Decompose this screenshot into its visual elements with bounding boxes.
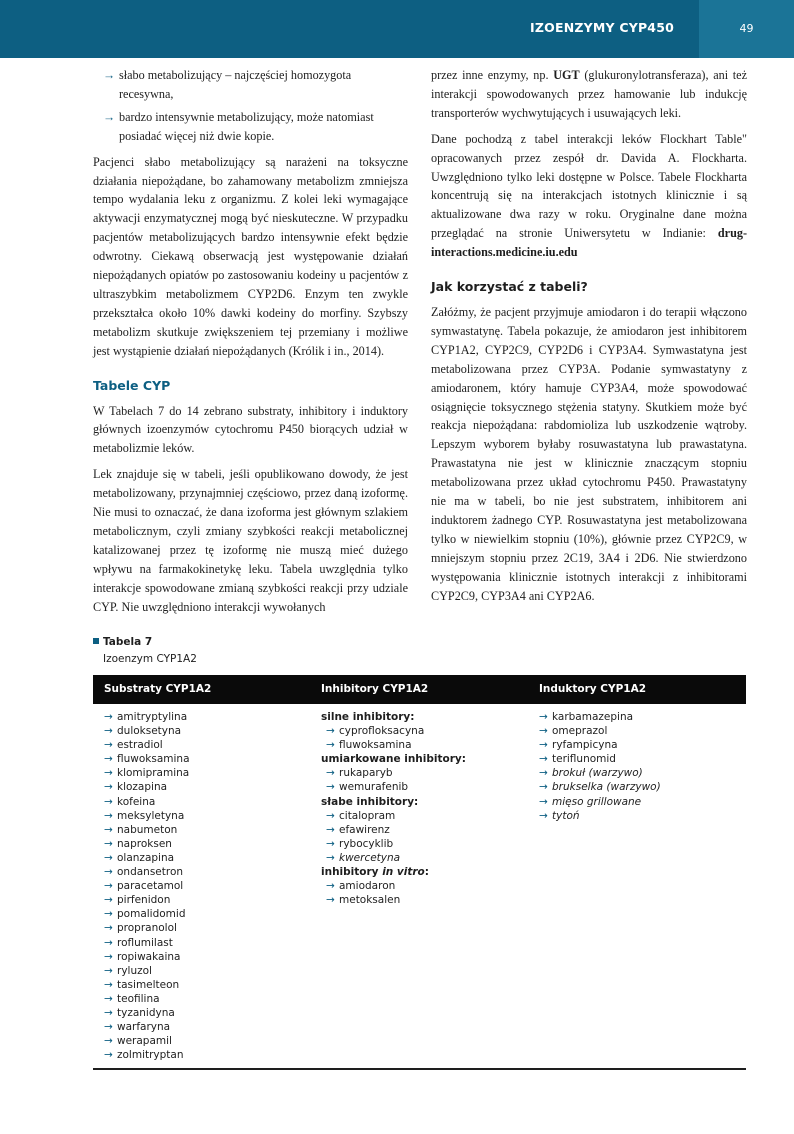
list-item <box>321 893 466 907</box>
list-item <box>104 921 190 935</box>
arrow-icon: → <box>326 739 335 752</box>
list-item <box>104 738 190 752</box>
arrow-icon: → <box>326 781 335 794</box>
arrow-icon: → <box>104 894 113 907</box>
list-item <box>321 851 466 865</box>
arrow-icon: → <box>103 109 116 124</box>
arrow-icon: → <box>104 866 113 879</box>
arrow-icon: → <box>539 781 548 794</box>
list-item <box>104 823 190 837</box>
list-item-label: meksyletyna <box>117 809 185 822</box>
arrow-icon: → <box>326 725 335 738</box>
bullet-item: → słabo metabolizujący – najczęściej homozygota recesywna, <box>103 68 352 101</box>
list-item <box>104 851 190 865</box>
list-item <box>539 766 661 780</box>
arrow-icon: → <box>104 753 113 766</box>
list-item <box>539 752 661 766</box>
list-item <box>104 766 190 780</box>
list-item-label: duloksetyna <box>117 725 182 738</box>
list-item-label: werapamil <box>117 1035 172 1048</box>
list-item <box>321 724 466 738</box>
list-item-label: klozapina <box>117 781 168 794</box>
list-item <box>539 724 661 738</box>
left-column <box>93 66 408 623</box>
source-link[interactable]: drug-interactions.medicine.iu.edu <box>431 226 748 260</box>
list-item-label: klomipramina <box>117 767 190 780</box>
list-item-label: ropiwakaina <box>117 950 181 963</box>
list-item-label: metoksalen <box>339 894 401 907</box>
list-item-label: rukaparyb <box>339 767 393 780</box>
list-item-label: amiodaron <box>339 880 396 893</box>
list-item-label: paracetamol <box>117 880 184 893</box>
inhibitor-group-heading: umiarkowane inhibitory: <box>321 753 466 766</box>
list-item <box>539 809 661 823</box>
list-item <box>104 780 190 794</box>
paragraph: Pacjenci słabo metabolizujący są narażeni na toksyczne działania niepożądane, bo zahamowany metabolizm zmniejsza tempo wydalania leku z organizmu. Z kolei leki wymagające aktywacji enzymatycznej mogą być nieskuteczne. W przypadku pacjentów metabolizujących bardzo intensywnie efekt będzie odwrotny. Ciekawą obserwacją jest występowanie działań niepożądanych opiatów po zastosowaniu kodeiny u pacjentów z ultraszybkim metabolizmem CYP2D6. Enzym ten zwykle przekształca około 10% dawki kodeiny do morfiny. Szybszy metabolizm skutkuje zwiększeniem tej przemiany i możliwe jest wystąpienie działań niepożądanych (Królik i in., 2014). <box>93 154 408 358</box>
inducers-column <box>539 710 661 823</box>
list-item <box>104 907 190 921</box>
list-item <box>321 738 466 752</box>
arrow-icon: → <box>104 1021 113 1034</box>
arrow-icon: → <box>104 1049 113 1062</box>
arrow-icon: → <box>326 767 335 780</box>
arrow-icon: → <box>104 880 113 893</box>
arrow-icon: → <box>539 753 548 766</box>
list-item-label: omeprazol <box>552 725 608 738</box>
list-item-label: amitryptylina <box>117 711 188 723</box>
list-item-label: warfaryna <box>117 1021 171 1034</box>
arrow-icon: → <box>104 725 113 738</box>
arrow-icon: → <box>104 978 113 991</box>
list-item <box>104 1006 190 1020</box>
list-item-label: fluwoksamina <box>339 739 412 752</box>
arrow-icon: → <box>104 781 113 794</box>
table-caption <box>93 634 197 668</box>
substrates-column <box>104 710 190 1062</box>
arrow-icon: → <box>104 795 113 808</box>
arrow-icon: → <box>326 851 335 864</box>
list-item <box>104 879 190 893</box>
list-item <box>321 879 466 893</box>
table-bottom-rule <box>93 1068 746 1070</box>
arrow-icon: → <box>104 823 113 836</box>
list-item-label: naproksen <box>117 837 172 850</box>
arrow-icon: → <box>326 809 335 822</box>
list-item <box>104 950 190 964</box>
inhibitor-group-heading: słabe inhibitory: <box>321 795 419 808</box>
list-item <box>104 992 190 1006</box>
list-item <box>321 780 466 794</box>
list-item-label: estradiol <box>117 739 163 752</box>
list-item-label: olanzapina <box>117 851 175 864</box>
list-item <box>321 766 466 780</box>
column-header-inducers: Induktory CYP1A2 <box>539 683 647 695</box>
header-bar <box>0 0 794 58</box>
list-item-label: pirfenidon <box>117 894 171 907</box>
list-item-label: mięso grillowane <box>552 795 642 808</box>
arrow-icon: → <box>104 1006 113 1019</box>
square-bullet-icon <box>93 638 99 644</box>
arrow-icon: → <box>104 837 113 850</box>
table-label: Tabela 7 <box>103 636 153 648</box>
list-item <box>104 1048 190 1062</box>
list-item <box>104 724 190 738</box>
section-heading: Jak korzystać z tabeli? <box>431 279 588 295</box>
arrow-icon: → <box>104 964 113 977</box>
arrow-icon: → <box>326 837 335 850</box>
inhibitor-group-heading: silne inhibitory: <box>321 711 415 723</box>
list-item-label: rybocyklib <box>339 837 394 850</box>
bullet-item: → bardzo intensywnie metabolizujący, może natomiast posiadać więcej niż dwie kopie. <box>103 109 374 143</box>
list-item-label: kwercetyna <box>339 851 401 864</box>
list-item-label: brokuł (warzywo) <box>552 767 643 780</box>
paragraph: W Tabelach 7 do 14 zebrano substraty, inhibitory i induktory głównych izoenzymów cytochromu P450 biorących udział w metabolizmie leków. <box>93 403 408 456</box>
list-item-label: wemurafenib <box>339 781 409 794</box>
table-header <box>93 675 746 704</box>
list-item <box>104 710 190 724</box>
arrow-icon: → <box>104 711 113 723</box>
list-item <box>104 936 190 950</box>
arrow-icon: → <box>104 809 113 822</box>
list-item-label: efawirenz <box>339 823 390 836</box>
list-item <box>104 809 190 823</box>
bullet-list <box>93 66 408 146</box>
list-item-label: pomalidomid <box>117 908 186 921</box>
column-header-substrates: Substraty CYP1A2 <box>104 683 212 695</box>
arrow-icon: → <box>539 767 548 780</box>
arrow-icon: → <box>104 950 113 963</box>
table-subtitle: Izoenzym CYP1A2 <box>103 653 197 665</box>
list-item-label: teriflunomid <box>552 753 616 766</box>
arrow-icon: → <box>539 795 548 808</box>
arrow-icon: → <box>104 992 113 1005</box>
arrow-icon: → <box>103 68 116 82</box>
list-item <box>104 964 190 978</box>
list-item-label: ondansetron <box>117 866 184 879</box>
paragraph: Załóżmy, że pacjent przyjmuje amiodaron i do terapii włączono symwastatynę. Tabela pokazuje, że amiodaron jest inhibitorem CYP1A2, CYP2C9, CYP2D6 i CYP3A4. Symwastatyna jest metabolizowana przez CYP3A. Podanie symwastatyny z amiodaronem, który hamuje CYP3A4, może spowodować osiągnięcie toksycznego stężenia statyny. Skutkiem może być reakcja niepożądana: rabdomioliza lub uszkodzenie wątroby. Lepszym wyborem byłaby rosuwastatyna lub prawastatyna. Prawastatyna nie jest w klinicznie znaczącym stopniu metabolizowana przez układ cytochromu P450. Prawastatyny nie ma w tabeli, bo nie jest substratem, inhibitorem ani induktorem żadnego CYP. Rosuwastatyna jest metabolizowana tylko w niewielkim stopniu (10%), głównie przez CYP2C9, w mniejszym stopniu przez 2C19, 3A4 i 2D6. Nie stwierdzono występowania klinicznie istotnych interakcji z inhibitorami CYP2C9, CYP3A4 ani CYP2A6. <box>431 304 747 603</box>
page-number: 49 <box>699 0 794 58</box>
inhibitors-column <box>321 710 466 907</box>
list-item <box>539 780 661 794</box>
arrow-icon: → <box>104 1035 113 1048</box>
paragraph: Lek znajduje się w tabeli, jeśli opublikowano dowody, że jest metabolizowany, przynajmniej częściowo, przez daną izoformę. Nie musi to oznaczać, że dana izoforma jest głównym szlakiem metabolicznym, czyli zmiany szybkości reakcji metabolicznej katalizowanej przez tę izoformę nie muszą mieć dużego wpływu na farmakokinetykę leku. Tabela uwzględnia tylko interakcje spowodowane zmianą szybkości reakcji przy udziale CYP. Nie uwzględniono interakcji wywołanych <box>93 467 408 614</box>
list-item-label: tyzanidyna <box>117 1006 175 1019</box>
list-item <box>104 1020 190 1034</box>
list-item-label: cyprofloksacyna <box>339 725 425 738</box>
section-heading: Tabele CYP <box>93 377 171 393</box>
list-item-label: roflumilast <box>117 936 173 949</box>
list-item-label: tytoń <box>552 809 580 822</box>
list-item <box>539 795 661 809</box>
arrow-icon: → <box>104 908 113 921</box>
list-item <box>104 978 190 992</box>
column-header-inhibitors: Inhibitory CYP1A2 <box>321 683 429 695</box>
arrow-icon: → <box>104 851 113 864</box>
list-item <box>104 1034 190 1048</box>
list-item <box>321 809 466 823</box>
list-item <box>539 710 661 724</box>
arrow-icon: → <box>104 936 113 949</box>
paragraph: przez inne enzymy, np. UGT (glukuronylotransferaza), ani też interakcji spowodowanych przez hamowanie lub indukcję transporterów wychwytujących i usuwających leki. <box>431 68 747 120</box>
arrow-icon: → <box>539 739 548 752</box>
list-item-label: brukselka (warzywo) <box>552 781 661 794</box>
list-item <box>104 752 190 766</box>
list-item <box>321 837 466 851</box>
list-item-label: propranolol <box>117 922 177 935</box>
list-item-label: ryluzol <box>117 964 152 977</box>
arrow-icon: → <box>104 739 113 752</box>
arrow-icon: → <box>326 823 335 836</box>
list-item-label: nabumeton <box>117 823 178 836</box>
list-item <box>104 837 190 851</box>
arrow-icon: → <box>539 711 548 723</box>
list-item <box>321 823 466 837</box>
arrow-icon: → <box>326 880 335 893</box>
list-item-label: karbamazepina <box>552 711 634 723</box>
list-item-label: kofeina <box>117 795 156 808</box>
paragraph: Dane pochodzą z tabel interakcji leków Flockhart Table" opracowanych przez zespół dr. Davida A. Flockharta. Uwzględniono tylko leki dostępne w Polsce. Tabele Flockharta koncentrują się na interakcjach istotnych klinicznie i są aktualizowane dwa razy w roku. Oryginalne dane można przeglądać na stronie Uniwersytetu w Indianie: drug-interactions.medicine.iu.edu <box>431 131 748 260</box>
right-column <box>431 66 747 612</box>
list-item-label: tasimelteon <box>117 978 180 991</box>
list-item-label: zolmitryptan <box>117 1049 184 1062</box>
section-title: IZOENZYMY CYP450 <box>530 20 674 35</box>
inhibitor-group-heading: inhibitory in vitro: <box>321 866 429 879</box>
list-item <box>539 738 661 752</box>
arrow-icon: → <box>539 725 548 738</box>
list-item-label: citalopram <box>339 809 396 822</box>
list-item-label: fluwoksamina <box>117 753 190 766</box>
arrow-icon: → <box>104 767 113 780</box>
list-item <box>104 865 190 879</box>
ugt-term: UGT <box>553 68 580 82</box>
list-item <box>104 795 190 809</box>
arrow-icon: → <box>539 809 548 822</box>
arrow-icon: → <box>326 894 335 907</box>
list-item-label: teofilina <box>117 992 160 1005</box>
arrow-icon: → <box>104 922 113 935</box>
list-item-label: ryfampicyna <box>552 739 618 752</box>
list-item <box>104 893 190 907</box>
